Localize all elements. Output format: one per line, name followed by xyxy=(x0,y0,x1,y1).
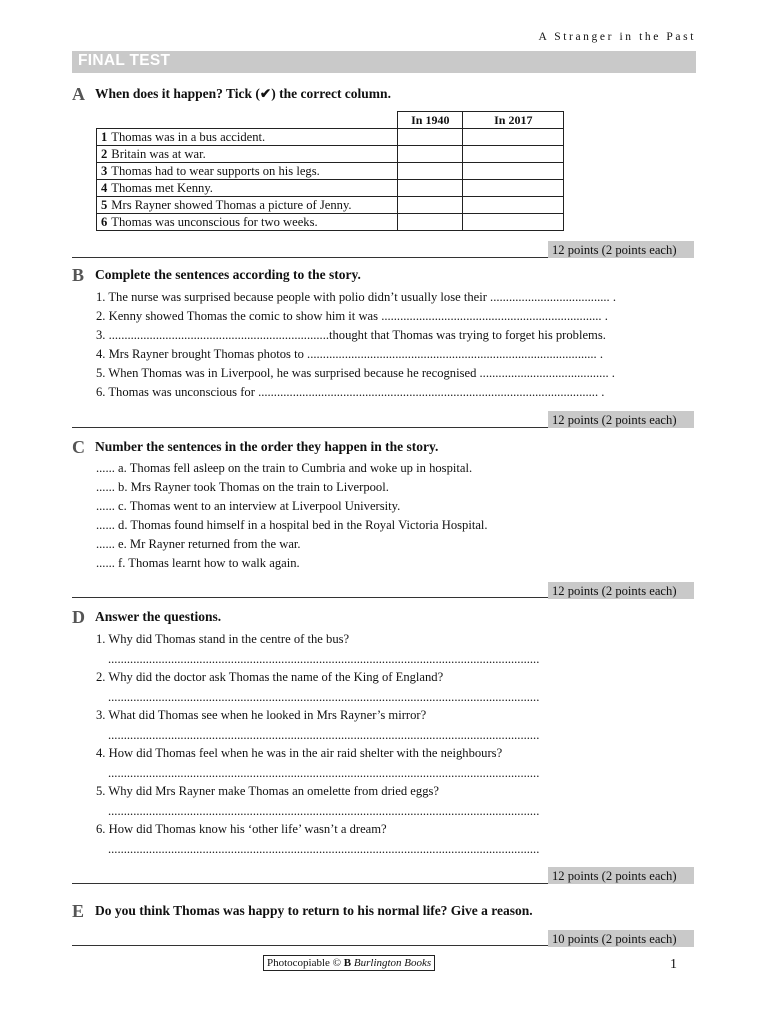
header-spacer xyxy=(97,112,398,129)
section-c-score: 12 points (2 points each) xyxy=(548,582,694,599)
tick-cell-1940[interactable] xyxy=(398,180,463,197)
score-rule xyxy=(72,883,552,884)
table-row xyxy=(97,180,564,197)
publisher-name: Burlington Books xyxy=(353,957,432,969)
answer-line[interactable]: ......................................................................................................................................... xyxy=(108,842,540,856)
banner-title: FINAL TEST xyxy=(78,52,171,69)
row-number: 1 xyxy=(97,129,110,146)
tick-cell-2017[interactable] xyxy=(463,163,564,180)
answer-line[interactable]: ......................................................................................................................................... xyxy=(108,652,540,666)
section-e-title: Do you think Thomas was happy to return to his normal life? Give a reason. xyxy=(95,903,533,918)
section-c-title: Number the sentences in the order they happen in the story. xyxy=(95,439,439,454)
list-item: ...... b. Mrs Rayner took Thomas on the train to Liverpool. xyxy=(96,480,389,494)
tick-cell-2017[interactable] xyxy=(463,214,564,231)
section-b-letter: B xyxy=(72,265,85,285)
tick-cell-1940[interactable] xyxy=(398,163,463,180)
table-row xyxy=(97,146,564,163)
copyright-notice xyxy=(263,955,435,971)
tick-cell-2017[interactable] xyxy=(463,129,564,146)
list-item: 4. Mrs Rayner brought Thomas photos to ............................................................................................ . xyxy=(96,347,604,361)
row-number: 6 xyxy=(97,214,110,231)
section-e-score: 10 points (2 points each) xyxy=(548,930,694,947)
row-number: 2 xyxy=(97,146,110,163)
row-number: 3 xyxy=(97,163,110,180)
section-d-letter: D xyxy=(72,607,85,627)
answer-line[interactable]: ......................................................................................................................................... xyxy=(108,804,540,818)
list-item: 6. Thomas was unconscious for ............................................................................................................ . xyxy=(96,385,605,399)
answer-line[interactable]: ......................................................................................................................................... xyxy=(108,728,540,742)
answer-line[interactable]: ......................................................................................................................................... xyxy=(108,690,540,704)
col-in-2017: In 2017 xyxy=(463,112,564,129)
list-item: 1. The nurse was surprised because people with polio didn’t usually lose their ...................................... . xyxy=(96,290,616,304)
tick-cell-1940[interactable] xyxy=(398,214,463,231)
section-d-score: 12 points (2 points each) xyxy=(548,867,694,884)
tick-cell-2017[interactable] xyxy=(463,146,564,163)
tick-cell-2017[interactable] xyxy=(463,180,564,197)
question: 6. How did Thomas know his ‘other life’ wasn’t a dream? xyxy=(96,822,387,836)
section-b-score: 12 points (2 points each) xyxy=(548,411,694,428)
question: 3. What did Thomas see when he looked in Mrs Rayner’s mirror? xyxy=(96,708,427,722)
row-text: Mrs Rayner showed Thomas a picture of Jenny. xyxy=(109,197,398,214)
table-row xyxy=(97,129,564,146)
table-row xyxy=(97,214,564,231)
row-text: Thomas met Kenny. xyxy=(109,180,398,197)
list-item: 2. Kenny showed Thomas the comic to show him it was ...................................................................... . xyxy=(96,309,608,323)
section-d-title: Answer the questions. xyxy=(95,609,222,624)
score-rule xyxy=(72,427,552,428)
tick-cell-2017[interactable] xyxy=(463,197,564,214)
row-text: Thomas had to wear supports on his legs. xyxy=(109,163,398,180)
row-text: Britain was at war. xyxy=(109,146,398,163)
score-rule xyxy=(72,257,552,258)
answer-line[interactable]: ......................................................................................................................................... xyxy=(108,766,540,780)
question: 2. Why did the doctor ask Thomas the name of the King of England? xyxy=(96,670,444,684)
page-number: 1 xyxy=(670,957,677,972)
list-item: ...... d. Thomas found himself in a hospital bed in the Royal Victoria Hospital. xyxy=(96,518,488,532)
list-item: 3. ......................................................................thought that Thomas was trying to forget his problems. xyxy=(96,328,606,342)
final-test-banner xyxy=(72,51,696,73)
section-a-title: When does it happen? Tick (✔) the correct column. xyxy=(95,86,391,101)
list-item: ...... e. Mr Rayner returned from the war. xyxy=(96,537,301,551)
row-number: 5 xyxy=(97,197,110,214)
table-row xyxy=(97,163,564,180)
table-row xyxy=(97,197,564,214)
list-item: ...... f. Thomas learnt how to walk again. xyxy=(96,556,300,570)
section-b-title: Complete the sentences according to the story. xyxy=(95,267,361,282)
score-rule xyxy=(72,597,552,598)
col-in-1940: In 1940 xyxy=(398,112,463,129)
row-text: Thomas was unconscious for two weeks. xyxy=(109,214,398,231)
tick-cell-1940[interactable] xyxy=(398,129,463,146)
copyright-text: Photocopiable © xyxy=(267,957,344,969)
list-item: ...... a. Thomas fell asleep on the train to Cumbria and woke up in hospital. xyxy=(96,461,473,475)
tick-table-header xyxy=(97,112,564,129)
tick-cell-1940[interactable] xyxy=(398,197,463,214)
section-a-score: 12 points (2 points each) xyxy=(548,241,694,258)
section-c-letter: C xyxy=(72,437,85,457)
score-rule xyxy=(72,945,552,946)
book-title: A Stranger in the Past xyxy=(538,31,696,43)
question: 4. How did Thomas feel when he was in the air raid shelter with the neighbours? xyxy=(96,746,503,760)
section-e-letter: E xyxy=(72,901,85,921)
row-number: 4 xyxy=(97,180,110,197)
list-item: ...... c. Thomas went to an interview at Liverpool University. xyxy=(96,499,401,513)
question: 1. Why did Thomas stand in the centre of the bus? xyxy=(96,632,350,646)
publisher-logo-icon: B xyxy=(343,957,352,969)
section-a-letter: A xyxy=(72,84,85,104)
row-text: Thomas was in a bus accident. xyxy=(109,129,398,146)
tick-cell-1940[interactable] xyxy=(398,146,463,163)
tick-table xyxy=(96,111,564,231)
list-item: 5. When Thomas was in Liverpool, he was surprised because he recognised ......................................... . xyxy=(96,366,615,380)
question: 5. Why did Mrs Rayner make Thomas an omelette from dried eggs? xyxy=(96,784,439,798)
